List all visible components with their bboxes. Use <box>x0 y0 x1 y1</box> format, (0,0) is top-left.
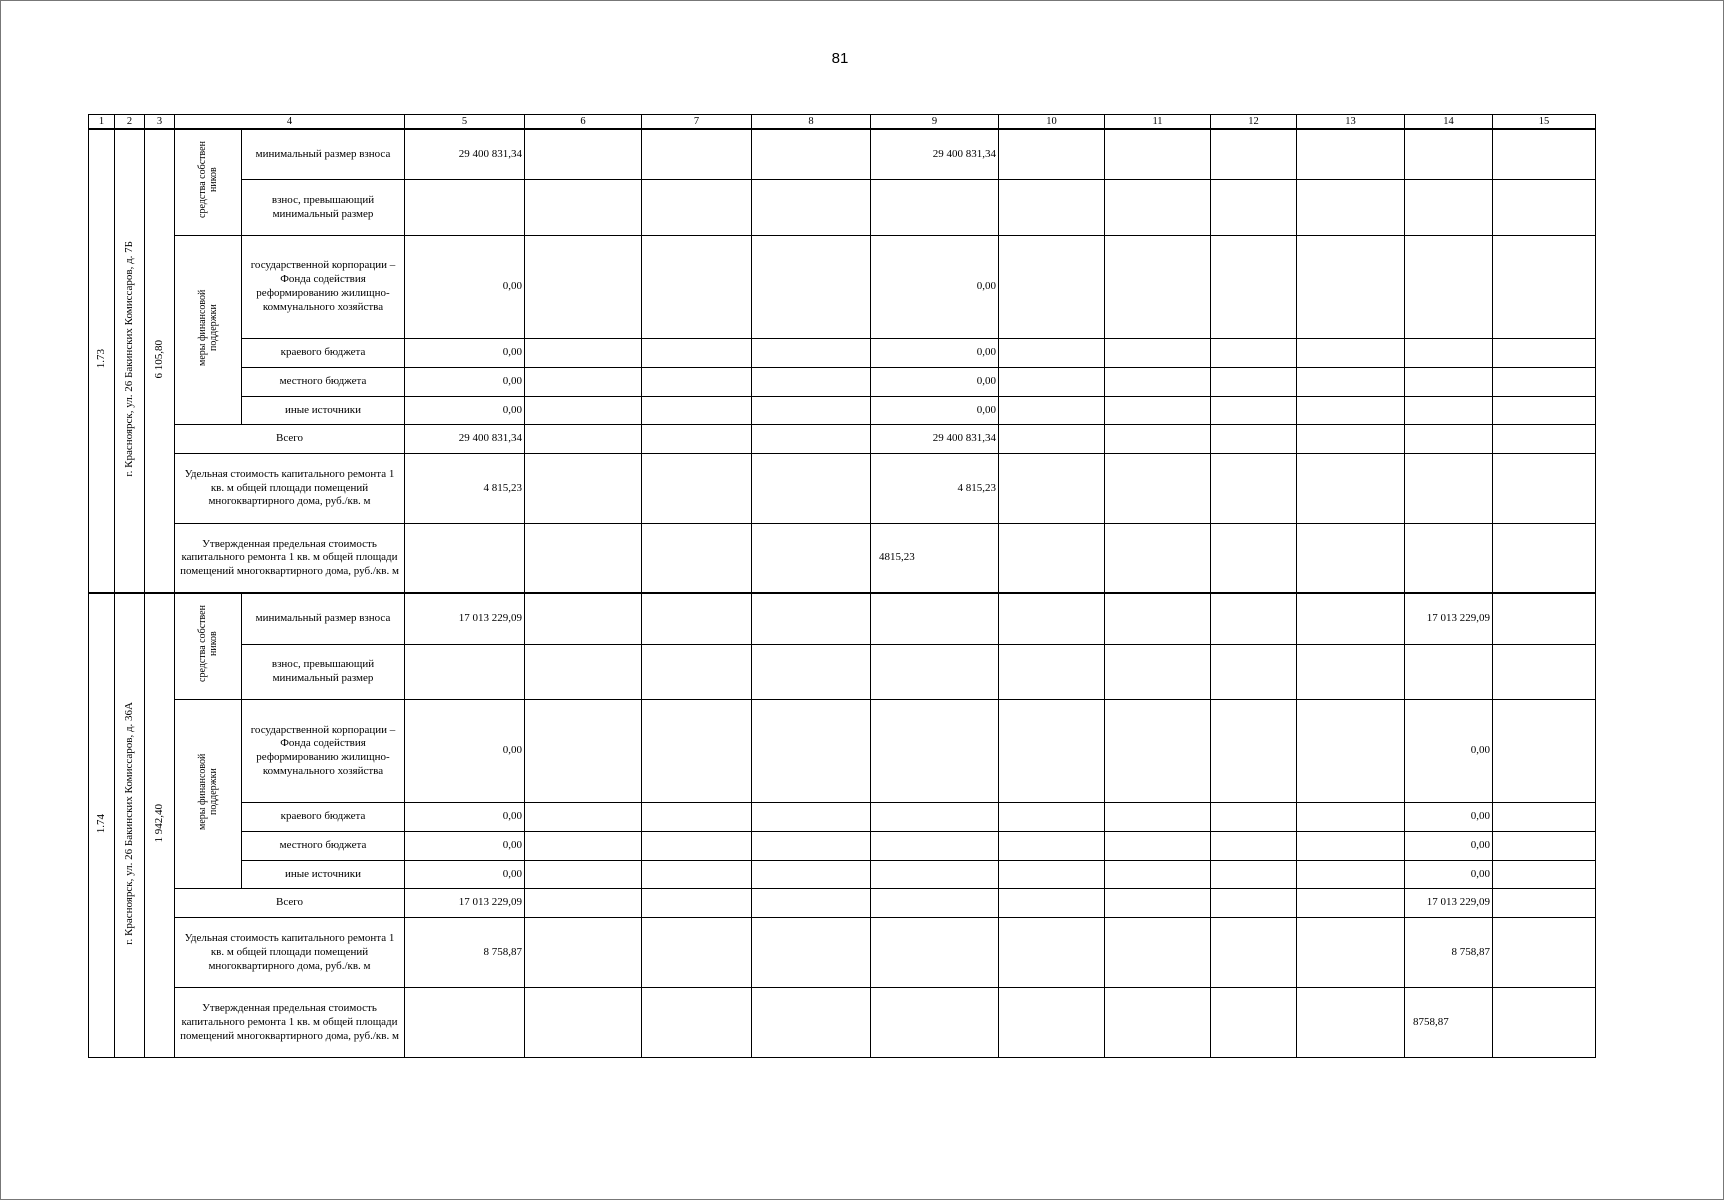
table-row <box>89 453 1596 523</box>
empty-cell-col-11 <box>1105 988 1211 1058</box>
value-col-9: 4 815,23 <box>871 453 999 523</box>
empty-cell-col-15 <box>1493 803 1596 832</box>
value-col-14 <box>1405 453 1493 523</box>
empty-cell-col-11 <box>1105 918 1211 988</box>
row-label: минимальный размер взноса <box>242 129 405 180</box>
empty-cell-col-8 <box>752 338 871 367</box>
empty-cell-col-8 <box>752 918 871 988</box>
empty-cell-col-12 <box>1211 338 1297 367</box>
empty-cell-col-8 <box>752 832 871 861</box>
table-row <box>89 803 1596 832</box>
value-col-14: 17 013 229,09 <box>1405 889 1493 918</box>
value-col-9: 29 400 831,34 <box>871 129 999 180</box>
value-col-9: 0,00 <box>871 338 999 367</box>
item-number: 1.74 <box>94 813 107 833</box>
address-cell <box>115 129 145 593</box>
empty-cell-col-7 <box>642 453 752 523</box>
empty-cell-col-6 <box>525 523 642 593</box>
row-label: краевого бюджета <box>242 803 405 832</box>
value-col-9: 0,00 <box>871 235 999 338</box>
row-label: государственной корпорации – Фонда содействия реформированию жилищно-коммунального хозяйства <box>242 235 405 338</box>
financial-support-label: меры финансовой поддержки <box>197 753 219 830</box>
table-row <box>89 832 1596 861</box>
empty-cell-col-6 <box>525 700 642 803</box>
owners-funds-group <box>175 593 242 699</box>
area-cell <box>145 129 175 593</box>
empty-cell-col-12 <box>1211 861 1297 889</box>
table-row <box>89 593 1596 644</box>
empty-cell-col-7 <box>642 861 752 889</box>
value-col-14 <box>1405 367 1493 396</box>
value-col-5: 0,00 <box>405 861 525 889</box>
empty-cell-col-15 <box>1493 129 1596 180</box>
value-col-5 <box>405 180 525 235</box>
column-number-row <box>89 115 1596 130</box>
value-col-5: 17 013 229,09 <box>405 593 525 644</box>
empty-cell-col-8 <box>752 523 871 593</box>
value-col-9 <box>871 889 999 918</box>
table-row <box>89 988 1596 1058</box>
empty-cell-col-13 <box>1297 832 1405 861</box>
empty-cell-col-10 <box>999 453 1105 523</box>
row-label: Всего <box>175 424 405 453</box>
empty-cell-col-6 <box>525 803 642 832</box>
table-row <box>89 861 1596 889</box>
empty-cell-col-15 <box>1493 453 1596 523</box>
page-number: 81 <box>831 50 849 67</box>
value-col-9 <box>871 918 999 988</box>
value-col-9 <box>871 700 999 803</box>
table-row <box>89 889 1596 918</box>
empty-cell-col-7 <box>642 523 752 593</box>
building-area: 1 942,40 <box>152 804 165 843</box>
empty-cell-col-15 <box>1493 700 1596 803</box>
value-col-9 <box>871 861 999 889</box>
empty-cell-col-12 <box>1211 129 1297 180</box>
empty-cell-col-10 <box>999 918 1105 988</box>
value-col-5: 0,00 <box>405 700 525 803</box>
building-area: 6 105,80 <box>152 339 165 379</box>
empty-cell-col-6 <box>525 593 642 644</box>
table-row <box>89 396 1596 424</box>
empty-cell-col-10 <box>999 644 1105 699</box>
empty-cell-col-15 <box>1493 424 1596 453</box>
table-row <box>89 235 1596 338</box>
empty-cell-col-11 <box>1105 396 1211 424</box>
empty-cell-col-7 <box>642 644 752 699</box>
empty-cell-col-13 <box>1297 889 1405 918</box>
value-col-14 <box>1405 644 1493 699</box>
value-col-9 <box>871 593 999 644</box>
empty-cell-col-6 <box>525 644 642 699</box>
empty-cell-col-7 <box>642 129 752 180</box>
value-col-9: 0,00 <box>871 367 999 396</box>
address-cell <box>115 593 145 1057</box>
value-col-5 <box>405 644 525 699</box>
col-header-3: 3 <box>145 115 175 130</box>
empty-cell-col-12 <box>1211 889 1297 918</box>
table-row <box>89 424 1596 453</box>
empty-cell-col-10 <box>999 396 1105 424</box>
value-col-14: 0,00 <box>1405 861 1493 889</box>
value-col-9 <box>871 988 999 1058</box>
value-col-5: 29 400 831,34 <box>405 424 525 453</box>
empty-cell-col-7 <box>642 235 752 338</box>
empty-cell-col-6 <box>525 396 642 424</box>
empty-cell-col-10 <box>999 832 1105 861</box>
empty-cell-col-12 <box>1211 700 1297 803</box>
empty-cell-col-8 <box>752 803 871 832</box>
value-col-5: 29 400 831,34 <box>405 129 525 180</box>
col-header-14: 14 <box>1405 115 1493 130</box>
item-number-cell <box>89 129 115 593</box>
building-address: г. Красноярск, ул. 26 Бакинских Комиссаров, д. 36А <box>122 702 135 945</box>
row-label: местного бюджета <box>242 367 405 396</box>
empty-cell-col-12 <box>1211 396 1297 424</box>
empty-cell-col-12 <box>1211 235 1297 338</box>
empty-cell-col-12 <box>1211 453 1297 523</box>
empty-cell-col-8 <box>752 396 871 424</box>
empty-cell-col-12 <box>1211 644 1297 699</box>
empty-cell-col-11 <box>1105 180 1211 235</box>
financial-support-group <box>175 700 242 889</box>
col-header-4: 4 <box>175 115 405 130</box>
value-col-9 <box>871 180 999 235</box>
empty-cell-col-15 <box>1493 180 1596 235</box>
empty-cell-col-7 <box>642 988 752 1058</box>
value-col-5: 0,00 <box>405 367 525 396</box>
row-label: взнос, превышающий минимальный размер <box>242 644 405 699</box>
col-header-10: 10 <box>999 115 1105 130</box>
financial-support-label: меры финансовой поддержки <box>197 289 219 366</box>
empty-cell-col-8 <box>752 453 871 523</box>
value-col-5: 0,00 <box>405 396 525 424</box>
value-col-14 <box>1405 523 1493 593</box>
empty-cell-col-7 <box>642 424 752 453</box>
item-number-cell <box>89 593 115 1057</box>
empty-cell-col-15 <box>1493 644 1596 699</box>
empty-cell-col-10 <box>999 889 1105 918</box>
empty-cell-col-13 <box>1297 129 1405 180</box>
empty-cell-col-10 <box>999 235 1105 338</box>
empty-cell-col-10 <box>999 988 1105 1058</box>
empty-cell-col-11 <box>1105 803 1211 832</box>
empty-cell-col-7 <box>642 338 752 367</box>
col-header-7: 7 <box>642 115 752 130</box>
empty-cell-col-15 <box>1493 918 1596 988</box>
capital-repair-table <box>88 114 1596 1058</box>
col-header-9: 9 <box>871 115 999 130</box>
empty-cell-col-8 <box>752 367 871 396</box>
empty-cell-col-15 <box>1493 367 1596 396</box>
row-label: местного бюджета <box>242 832 405 861</box>
empty-cell-col-6 <box>525 338 642 367</box>
empty-cell-col-8 <box>752 861 871 889</box>
empty-cell-col-6 <box>525 918 642 988</box>
row-label: Утвержденная предельная стоимость капитального ремонта 1 кв. м общей площади помещений многоквартирного дома, руб./кв. м <box>175 523 405 593</box>
table-row <box>89 367 1596 396</box>
table-row <box>89 523 1596 593</box>
empty-cell-col-6 <box>525 235 642 338</box>
empty-cell-col-15 <box>1493 832 1596 861</box>
empty-cell-col-13 <box>1297 523 1405 593</box>
empty-cell-col-8 <box>752 129 871 180</box>
value-col-5: 8 758,87 <box>405 918 525 988</box>
empty-cell-col-12 <box>1211 367 1297 396</box>
value-col-14 <box>1405 338 1493 367</box>
value-col-5: 0,00 <box>405 235 525 338</box>
empty-cell-col-15 <box>1493 523 1596 593</box>
empty-cell-col-11 <box>1105 367 1211 396</box>
empty-cell-col-15 <box>1493 338 1596 367</box>
empty-cell-col-10 <box>999 861 1105 889</box>
value-col-5 <box>405 523 525 593</box>
empty-cell-col-13 <box>1297 861 1405 889</box>
row-label: Удельная стоимость капитального ремонта 1 кв. м общей площади помещений многоквартирного дома, руб./кв. м <box>175 453 405 523</box>
empty-cell-col-15 <box>1493 235 1596 338</box>
table-row <box>89 180 1596 235</box>
empty-cell-col-10 <box>999 338 1105 367</box>
empty-cell-col-6 <box>525 180 642 235</box>
empty-cell-col-12 <box>1211 424 1297 453</box>
col-header-8: 8 <box>752 115 871 130</box>
col-header-15: 15 <box>1493 115 1596 130</box>
empty-cell-col-11 <box>1105 832 1211 861</box>
empty-cell-col-13 <box>1297 644 1405 699</box>
empty-cell-col-7 <box>642 396 752 424</box>
row-label: минимальный размер взноса <box>242 593 405 644</box>
value-col-5 <box>405 988 525 1058</box>
empty-cell-col-13 <box>1297 988 1405 1058</box>
value-col-5: 0,00 <box>405 803 525 832</box>
empty-cell-col-6 <box>525 832 642 861</box>
table-row <box>89 918 1596 988</box>
empty-cell-col-7 <box>642 593 752 644</box>
value-col-14: 17 013 229,09 <box>1405 593 1493 644</box>
col-header-11: 11 <box>1105 115 1211 130</box>
empty-cell-col-13 <box>1297 338 1405 367</box>
empty-cell-col-6 <box>525 889 642 918</box>
empty-cell-col-15 <box>1493 889 1596 918</box>
empty-cell-col-13 <box>1297 453 1405 523</box>
col-header-12: 12 <box>1211 115 1297 130</box>
empty-cell-col-13 <box>1297 593 1405 644</box>
empty-cell-col-8 <box>752 235 871 338</box>
empty-cell-col-12 <box>1211 593 1297 644</box>
empty-cell-col-11 <box>1105 889 1211 918</box>
col-header-2: 2 <box>115 115 145 130</box>
empty-cell-col-10 <box>999 803 1105 832</box>
empty-cell-col-7 <box>642 832 752 861</box>
empty-cell-col-13 <box>1297 918 1405 988</box>
financial-support-group <box>175 235 242 424</box>
empty-cell-col-7 <box>642 803 752 832</box>
empty-cell-col-6 <box>525 988 642 1058</box>
row-label: иные источники <box>242 861 405 889</box>
table-row <box>89 644 1596 699</box>
empty-cell-col-7 <box>642 180 752 235</box>
empty-cell-col-11 <box>1105 861 1211 889</box>
empty-cell-col-11 <box>1105 700 1211 803</box>
empty-cell-col-11 <box>1105 129 1211 180</box>
row-label: взнос, превышающий минимальный размер <box>242 180 405 235</box>
empty-cell-col-13 <box>1297 235 1405 338</box>
empty-cell-col-10 <box>999 593 1105 644</box>
empty-cell-col-6 <box>525 453 642 523</box>
empty-cell-col-12 <box>1211 832 1297 861</box>
value-col-14: 0,00 <box>1405 803 1493 832</box>
empty-cell-col-10 <box>999 180 1105 235</box>
owners-funds-group <box>175 129 242 235</box>
row-label: Удельная стоимость капитального ремонта 1 кв. м общей площади помещений многоквартирного дома, руб./кв. м <box>175 918 405 988</box>
empty-cell-col-12 <box>1211 918 1297 988</box>
table-row <box>89 338 1596 367</box>
row-label: Всего <box>175 889 405 918</box>
empty-cell-col-6 <box>525 367 642 396</box>
empty-cell-col-7 <box>642 700 752 803</box>
owners-funds-label: средства собствен ников <box>197 605 219 683</box>
empty-cell-col-10 <box>999 424 1105 453</box>
value-col-14 <box>1405 235 1493 338</box>
empty-cell-col-7 <box>642 889 752 918</box>
empty-cell-col-12 <box>1211 180 1297 235</box>
value-col-14: 8758,87 <box>1405 988 1493 1058</box>
empty-cell-col-8 <box>752 180 871 235</box>
empty-cell-col-7 <box>642 918 752 988</box>
col-header-6: 6 <box>525 115 642 130</box>
empty-cell-col-11 <box>1105 235 1211 338</box>
empty-cell-col-7 <box>642 367 752 396</box>
empty-cell-col-15 <box>1493 593 1596 644</box>
col-header-5: 5 <box>405 115 525 130</box>
value-col-9 <box>871 803 999 832</box>
empty-cell-col-11 <box>1105 338 1211 367</box>
empty-cell-col-15 <box>1493 861 1596 889</box>
empty-cell-col-13 <box>1297 180 1405 235</box>
area-cell <box>145 593 175 1057</box>
empty-cell-col-12 <box>1211 803 1297 832</box>
empty-cell-col-13 <box>1297 700 1405 803</box>
empty-cell-col-13 <box>1297 424 1405 453</box>
row-label: краевого бюджета <box>242 338 405 367</box>
table-row <box>89 129 1596 180</box>
value-col-14 <box>1405 396 1493 424</box>
empty-cell-col-10 <box>999 700 1105 803</box>
empty-cell-col-8 <box>752 889 871 918</box>
empty-cell-col-13 <box>1297 803 1405 832</box>
value-col-14 <box>1405 129 1493 180</box>
value-col-9 <box>871 832 999 861</box>
empty-cell-col-15 <box>1493 396 1596 424</box>
empty-cell-col-11 <box>1105 424 1211 453</box>
value-col-5: 17 013 229,09 <box>405 889 525 918</box>
empty-cell-col-8 <box>752 593 871 644</box>
empty-cell-col-12 <box>1211 988 1297 1058</box>
value-col-14: 8 758,87 <box>1405 918 1493 988</box>
col-header-13: 13 <box>1297 115 1405 130</box>
owners-funds-label: средства собствен ников <box>197 141 219 219</box>
value-col-9 <box>871 644 999 699</box>
col-header-1: 1 <box>89 115 115 130</box>
row-label: государственной корпорации – Фонда содействия реформированию жилищно-коммунального хозяйства <box>242 700 405 803</box>
empty-cell-col-8 <box>752 988 871 1058</box>
value-col-9: 4815,23 <box>871 523 999 593</box>
empty-cell-col-6 <box>525 129 642 180</box>
value-col-5: 4 815,23 <box>405 453 525 523</box>
empty-cell-col-8 <box>752 424 871 453</box>
building-address: г. Красноярск, ул. 26 Бакинских Комиссаров, д. 7Б <box>122 241 135 477</box>
value-col-5: 0,00 <box>405 832 525 861</box>
empty-cell-col-6 <box>525 861 642 889</box>
empty-cell-col-13 <box>1297 396 1405 424</box>
value-col-14: 0,00 <box>1405 832 1493 861</box>
empty-cell-col-15 <box>1493 988 1596 1058</box>
row-label: иные источники <box>242 396 405 424</box>
value-col-5: 0,00 <box>405 338 525 367</box>
item-number: 1.73 <box>94 349 107 369</box>
empty-cell-col-10 <box>999 367 1105 396</box>
empty-cell-col-10 <box>999 523 1105 593</box>
empty-cell-col-12 <box>1211 523 1297 593</box>
value-col-9: 0,00 <box>871 396 999 424</box>
empty-cell-col-11 <box>1105 644 1211 699</box>
empty-cell-col-6 <box>525 424 642 453</box>
table-row <box>89 700 1596 803</box>
empty-cell-col-10 <box>999 129 1105 180</box>
empty-cell-col-8 <box>752 700 871 803</box>
value-col-14: 0,00 <box>1405 700 1493 803</box>
empty-cell-col-11 <box>1105 453 1211 523</box>
empty-cell-col-11 <box>1105 523 1211 593</box>
row-label: Утвержденная предельная стоимость капитального ремонта 1 кв. м общей площади помещений многоквартирного дома, руб./кв. м <box>175 988 405 1058</box>
empty-cell-col-8 <box>752 644 871 699</box>
empty-cell-col-13 <box>1297 367 1405 396</box>
value-col-14 <box>1405 424 1493 453</box>
value-col-14 <box>1405 180 1493 235</box>
value-col-9: 29 400 831,34 <box>871 424 999 453</box>
empty-cell-col-11 <box>1105 593 1211 644</box>
